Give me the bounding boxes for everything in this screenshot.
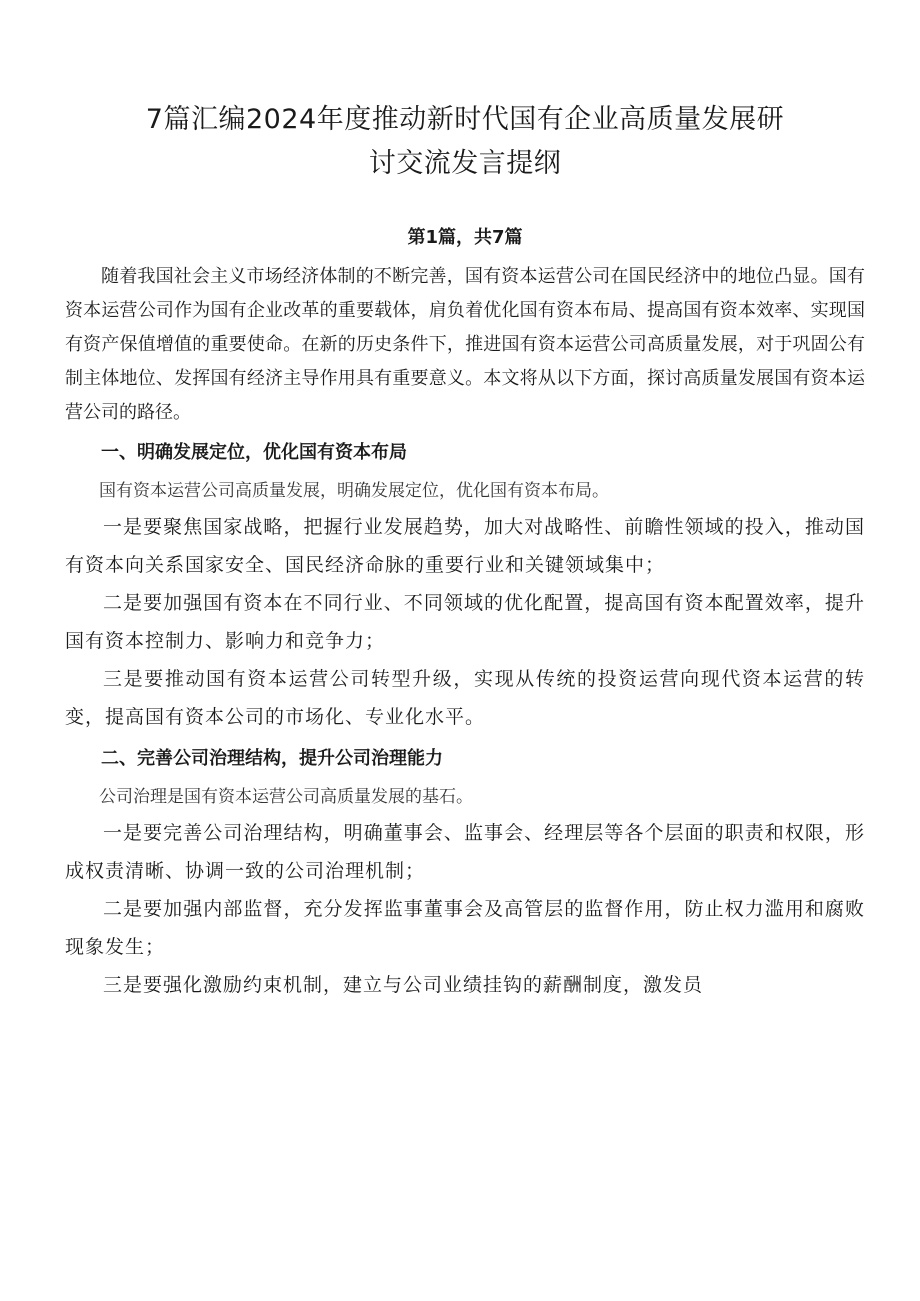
section-heading: 一、明确发展定位，优化国有资本布局 [101, 442, 407, 463]
title-line-2: 讨交流发言提纲 [368, 148, 562, 179]
section-item: 三是要强化激励约束机制，建立与公司业绩挂钩的薪酬制度，激发员 [103, 974, 704, 996]
part-label: 第1篇，共7篇 [407, 227, 523, 248]
section-item: 一是要聚焦国家战略，把握行业发展趋势，加大对战略性、前瞻性领域的投入，推动国有资本向关系国家安全、国民经济命脉的重要行业和关键领域集中； [65, 516, 865, 576]
section-lead: 公司治理是国有资本运营公司高质量发展的基石。 [99, 787, 473, 807]
title-line-1: 7篇汇编2024年度推动新时代国有企业高质量发展研 [145, 104, 785, 135]
document-body [65, 260, 865, 1004]
section-item: 三是要推动国有资本运营公司转型升级，实现从传统的投资运营向现代资本运营的转变，提高国有资本公司的市场化、专业化水平。 [65, 668, 865, 728]
section-item: 二是要加强内部监督，充分发挥监事董事会及高管层的监督作用，防止权力滥用和腐败现象发生； [65, 898, 865, 958]
document-title [65, 98, 865, 186]
section-heading: 二、完善公司治理结构，提升公司治理能力 [101, 748, 443, 769]
section-item: 二是要加强国有资本在不同行业、不同领域的优化配置，提高国有资本配置效率，提升国有资本控制力、影响力和竞争力； [65, 592, 865, 652]
section-lead: 国有资本运营公司高质量发展，明确发展定位，优化国有资本布局。 [99, 481, 609, 501]
section-item: 一是要完善公司治理结构，明确董事会、监事会、经理层等各个层面的职责和权限，形成权责清晰、协调一致的公司治理机制； [65, 822, 865, 882]
intro-paragraph: 随着我国社会主义市场经济体制的不断完善，国有资本运营公司在国民经济中的地位凸显。国有资本运营公司作为国有企业改革的重要载体，肩负着优化国有资本布局、提高国有资本效率、实现国有资产保值增值的重要使命。在新的历史条件下，推进国有资本运营公司高质量发展，对于巩固公有制主体地位、发挥国有经济主导作用具有重要意义。本文将从以下方面，探讨高质量发展国有资本运营公司的路径。 [65, 266, 865, 423]
